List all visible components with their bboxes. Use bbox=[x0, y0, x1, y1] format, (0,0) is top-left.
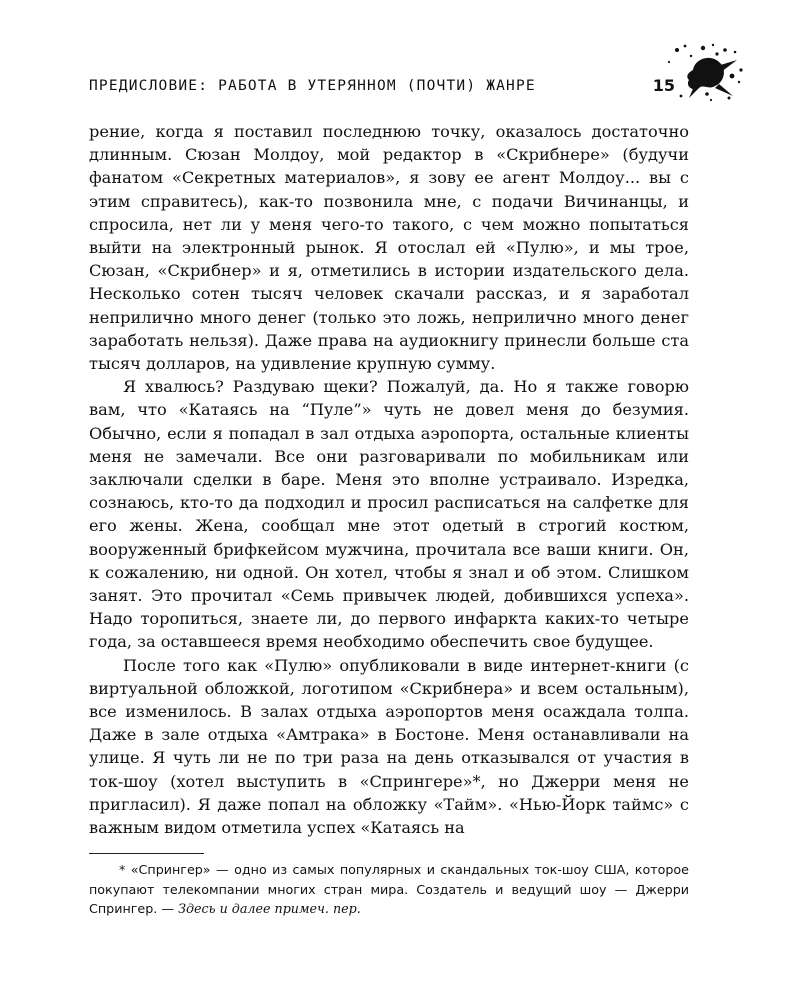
footnote-text: * «Спрингер» — одно из самых популярных и скандальных ток-шоу США, которое покупают телекомпании многих стран мира. Создатель и ведущий шоу — Джерри Спрингер. — bbox=[89, 862, 689, 916]
paragraph: Я хвалюсь? Раздуваю щеки? Пожалуй, да. Но я также говорю вам, что «Катаясь на “Пуле”» чуть не довел меня до безумия. Обычно, если я попадал в зал отдыха аэропорта, остальные клиенты меня не замечали. Все они разговаривали по мобильникам или заключали сделки в баре. Меня это вполне устраивало. Изредка, сознаюсь, кто-то да подходил и просил расписаться на салфетке для его жены. Жена, сообщал мне этот одетый в строгий костюм, вооруженный брифкейсом мужчина, прочитала все ваши книги. Он, к сожалению, ни одной. Он хотел, чтобы я знал и об этом. Слишком занят. Это прочитал «Семь привычек людей, добившихся успеха». Надо торопиться, знаете ли, до первого инфаркта каких-то четыре года, за оставшееся время необходимо обеспечить свое будущее. bbox=[89, 377, 689, 652]
paragraph-continued: рение, когда я поставил последнюю точку, оказалось достаточно длинным. Сюзан Молдоу, мой редактор в «Скрибнере» (будучи фанатом «Секретных материалов», я зову ее агент Молдоу... вы с этим справитесь), как-то позвонила мне, с подачи Вичинанцы, и спросила, нет ли у меня чего-то такого, с чем можно попытаться выйти на электронный рынок. Я отослал ей «Пулю», и мы трое, Сюзан, «Скрибнер» и я, отметились в истории издательского дела. Несколько сотен тысяч человек скачали рассказ, и я заработал неприлично много денег (только это ложь, неприлично много денег заработать нельзя). Даже права на аудиокнигу принесли больше ста тысяч долларов, на удивление крупную сумму. bbox=[89, 122, 689, 374]
page-number: 15 bbox=[652, 76, 675, 95]
ink-splatter-icon bbox=[652, 40, 745, 105]
footnote-body bbox=[89, 860, 689, 919]
running-title: ПРЕДИСЛОВИЕ: РАБОТА В УТЕРЯННОМ (ПОЧТИ) ЖАНРЕ bbox=[89, 78, 536, 94]
footnote bbox=[89, 860, 689, 919]
translator-note: Здесь и далее примеч. пер. bbox=[178, 901, 361, 916]
footnote-separator bbox=[89, 853, 204, 854]
paragraph: После того как «Пулю» опубликовали в виде интернет-книги (с виртуальной обложкой, логотипом «Скрибнера» и всем остальным), все изменилось. В залах отдыха аэропортов меня осаждала толпа. Даже в зале отдыха «Амтрака» в Бостоне. Меня останавливали на улице. Я чуть ли не по три раза на день отказывался от участия в ток-шоу (хотел выступить в «Спрингере»*, но Джерри меня не пригласил). Я даже попал на обложку «Тайм». «Нью-Йорк таймс» с важным видом отметила успех «Катаясь на bbox=[89, 655, 689, 838]
body-text bbox=[89, 120, 689, 839]
running-header bbox=[89, 76, 689, 100]
